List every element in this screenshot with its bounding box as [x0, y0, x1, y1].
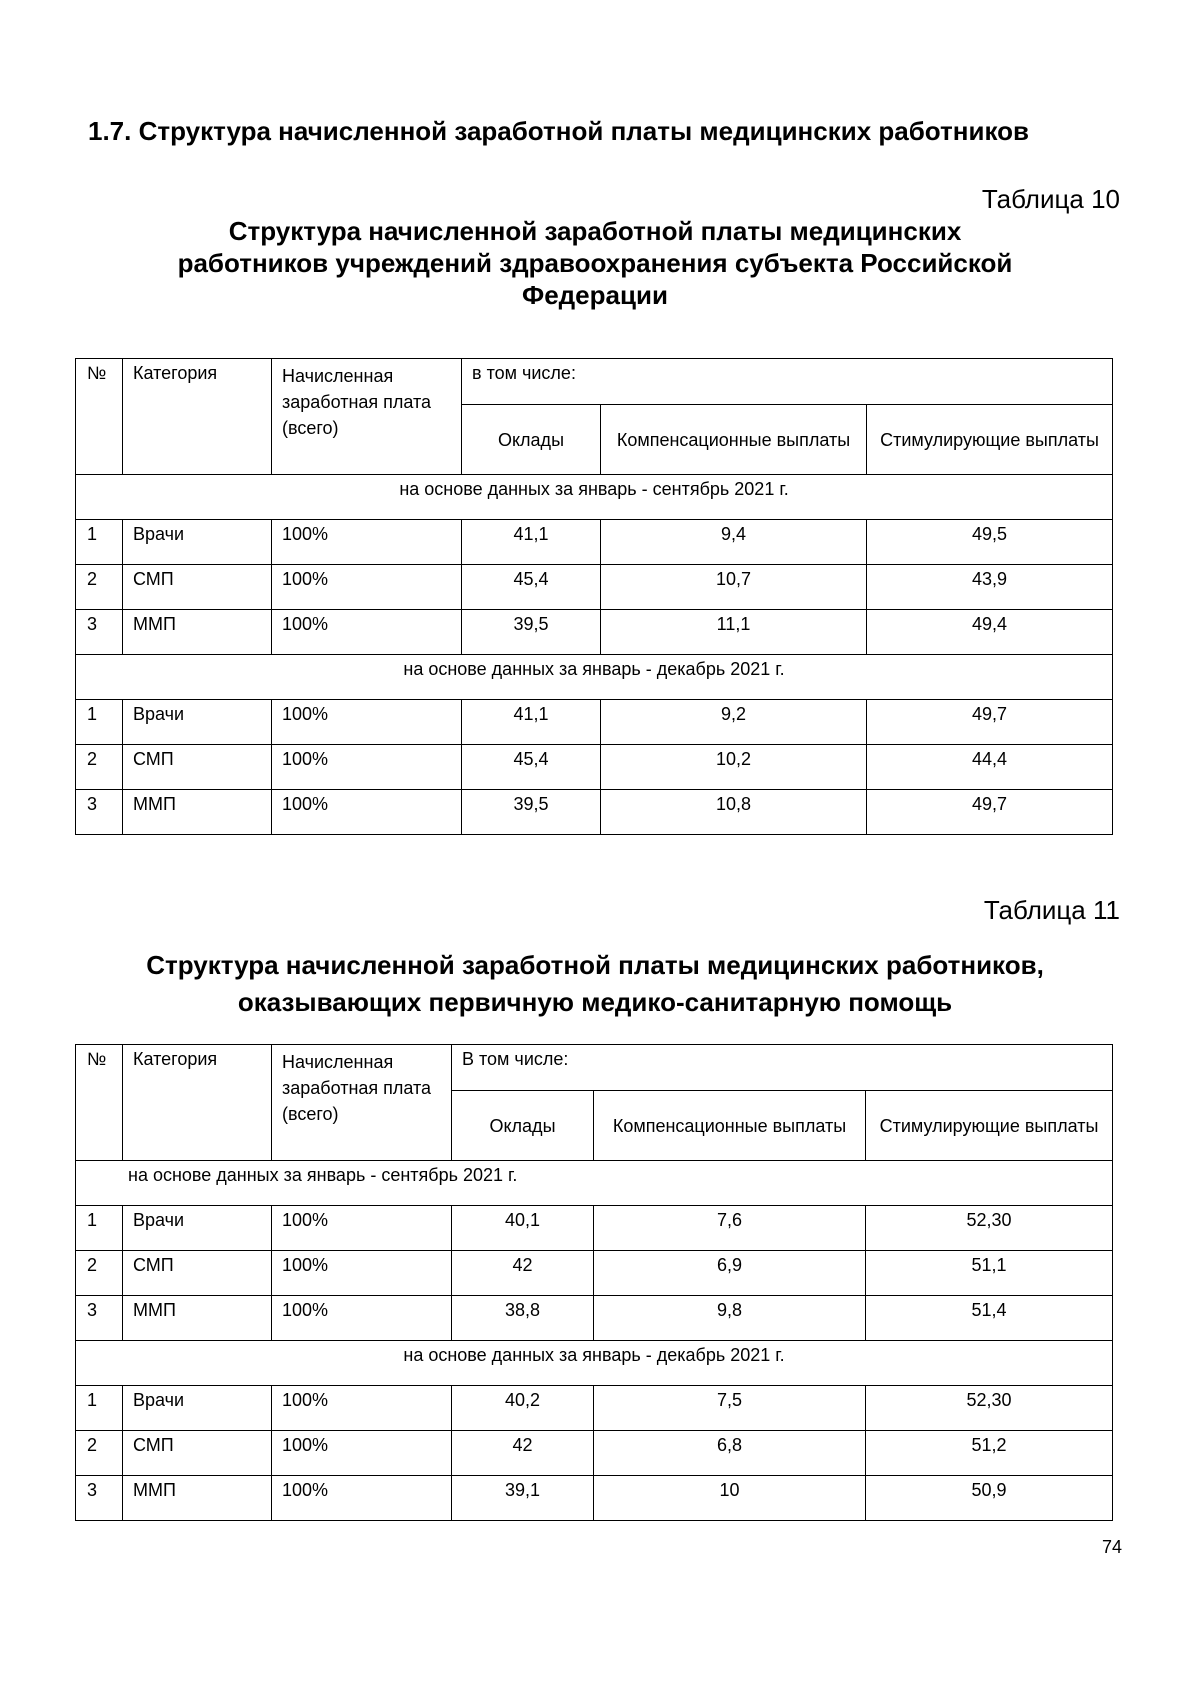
table-row	[76, 610, 1113, 655]
cell-incentive: 49,7	[867, 700, 1113, 745]
cell-salary: 41,1	[462, 520, 601, 565]
page-number: 74	[1101, 1537, 1122, 1557]
cell-total: 100%	[272, 565, 462, 610]
cell-incentive: 51,4	[866, 1296, 1113, 1341]
cell-num: 3	[76, 1296, 123, 1341]
section-title: 1.7. Структура начисленной заработной платы медицинских работников	[88, 116, 1029, 146]
cell-compensation: 7,6	[594, 1206, 866, 1251]
table-row	[76, 1476, 1113, 1521]
cell-salary: 41,1	[462, 700, 601, 745]
cell-salary: 45,4	[462, 745, 601, 790]
table-10	[75, 358, 1113, 835]
cell-salary: 40,2	[452, 1386, 594, 1431]
cell-num: 2	[76, 1431, 123, 1476]
table-row	[76, 1386, 1113, 1431]
table-row	[76, 520, 1113, 565]
cell-total: 100%	[272, 1476, 452, 1521]
cell-category: ММП	[123, 610, 272, 655]
table-row	[76, 700, 1113, 745]
cell-compensation: 7,5	[594, 1386, 866, 1431]
cell-incentive: 44,4	[867, 745, 1113, 790]
cell-compensation: 10,7	[601, 565, 867, 610]
table-row	[76, 1251, 1113, 1296]
section-caption: на основе данных за январь - сентябрь 2021 г.	[76, 1161, 1113, 1206]
cell-total: 100%	[272, 1296, 452, 1341]
table-11-title-line: оказывающих первичную медико-санитарную помощь	[237, 987, 953, 1017]
cell-category: ММП	[123, 790, 272, 835]
cell-salary: 39,1	[452, 1476, 594, 1521]
cell-category: Врачи	[123, 520, 272, 565]
cell-compensation: 6,9	[594, 1251, 866, 1296]
cell-total: 100%	[272, 790, 462, 835]
header-category: Категория	[123, 359, 272, 475]
cell-salary: 45,4	[462, 565, 601, 610]
cell-incentive: 52,30	[866, 1386, 1113, 1431]
table-11-title	[70, 947, 1120, 1021]
cell-total: 100%	[272, 1251, 452, 1296]
header-salary: Оклады	[462, 405, 601, 475]
cell-category: ММП	[123, 1296, 272, 1341]
cell-num: 2	[76, 565, 123, 610]
cell-category: СМП	[123, 1251, 272, 1296]
cell-compensation: 11,1	[601, 610, 867, 655]
header-num: №	[76, 359, 123, 475]
cell-num: 3	[76, 790, 123, 835]
cell-category: ММП	[123, 1476, 272, 1521]
cell-num: 3	[76, 1476, 123, 1521]
table-row	[76, 1296, 1113, 1341]
cell-compensation: 6,8	[594, 1431, 866, 1476]
table-10-title-line: Структура начисленной заработной платы медицинских	[228, 216, 962, 246]
table-10-title	[75, 215, 1115, 311]
cell-num: 1	[76, 520, 123, 565]
header-salary: Оклады	[452, 1091, 594, 1161]
cell-salary: 42	[452, 1431, 594, 1476]
cell-incentive: 51,1	[866, 1251, 1113, 1296]
header-including: В том числе:	[452, 1045, 1113, 1091]
cell-total: 100%	[272, 610, 462, 655]
header-category: Категория	[123, 1045, 272, 1161]
header-incentive: Стимулирующие выплаты	[867, 405, 1113, 475]
header-compensation: Компенсационные выплаты	[601, 405, 867, 475]
table-row	[76, 1431, 1113, 1476]
cell-compensation: 9,4	[601, 520, 867, 565]
cell-num: 3	[76, 610, 123, 655]
section-caption: на основе данных за январь - декабрь 2021 г.	[76, 1341, 1113, 1386]
cell-num: 1	[76, 1386, 123, 1431]
table-row	[76, 790, 1113, 835]
table-row	[76, 745, 1113, 790]
cell-salary: 40,1	[452, 1206, 594, 1251]
header-compensation: Компенсационные выплаты	[594, 1091, 866, 1161]
cell-salary: 39,5	[462, 790, 601, 835]
cell-total: 100%	[272, 520, 462, 565]
cell-salary: 39,5	[462, 610, 601, 655]
cell-category: СМП	[123, 1431, 272, 1476]
cell-incentive: 49,7	[867, 790, 1113, 835]
cell-total: 100%	[272, 1431, 452, 1476]
header-total: Начисленная заработная плата (всего)	[272, 1045, 452, 1161]
cell-num: 2	[76, 1251, 123, 1296]
cell-incentive: 43,9	[867, 565, 1113, 610]
cell-incentive: 50,9	[866, 1476, 1113, 1521]
cell-incentive: 49,4	[867, 610, 1113, 655]
header-incentive: Стимулирующие выплаты	[866, 1091, 1113, 1161]
cell-compensation: 10,2	[601, 745, 867, 790]
cell-incentive: 49,5	[867, 520, 1113, 565]
cell-category: Врачи	[123, 1386, 272, 1431]
cell-num: 2	[76, 745, 123, 790]
table-10-label: Таблица 10	[981, 184, 1120, 214]
cell-total: 100%	[272, 1386, 452, 1431]
cell-num: 1	[76, 700, 123, 745]
section-caption: на основе данных за январь - сентябрь 2021 г.	[76, 475, 1113, 520]
cell-category: Врачи	[123, 1206, 272, 1251]
table-11-title-line: Структура начисленной заработной платы медицинских работников,	[146, 950, 1044, 980]
section-caption: на основе данных за январь - декабрь 2021 г.	[76, 655, 1113, 700]
table-11	[75, 1044, 1113, 1521]
table-10-title-line: работников учреждений здравоохранения субъекта Российской	[177, 248, 1013, 278]
cell-total: 100%	[272, 700, 462, 745]
table-10-title-line: Федерации	[522, 280, 668, 310]
table-row	[76, 565, 1113, 610]
cell-category: СМП	[123, 745, 272, 790]
cell-salary: 38,8	[452, 1296, 594, 1341]
cell-category: СМП	[123, 565, 272, 610]
cell-compensation: 9,2	[601, 700, 867, 745]
cell-compensation: 9,8	[594, 1296, 866, 1341]
cell-num: 1	[76, 1206, 123, 1251]
cell-total: 100%	[272, 1206, 452, 1251]
cell-incentive: 51,2	[866, 1431, 1113, 1476]
table-11-label: Таблица 11	[983, 895, 1120, 925]
cell-incentive: 52,30	[866, 1206, 1113, 1251]
cell-compensation: 10	[594, 1476, 866, 1521]
cell-salary: 42	[452, 1251, 594, 1296]
header-num: №	[76, 1045, 123, 1161]
header-total: Начисленная заработная плата (всего)	[272, 359, 462, 475]
header-including: в том числе:	[462, 359, 1113, 405]
cell-category: Врачи	[123, 700, 272, 745]
table-row	[76, 1206, 1113, 1251]
cell-total: 100%	[272, 745, 462, 790]
cell-compensation: 10,8	[601, 790, 867, 835]
